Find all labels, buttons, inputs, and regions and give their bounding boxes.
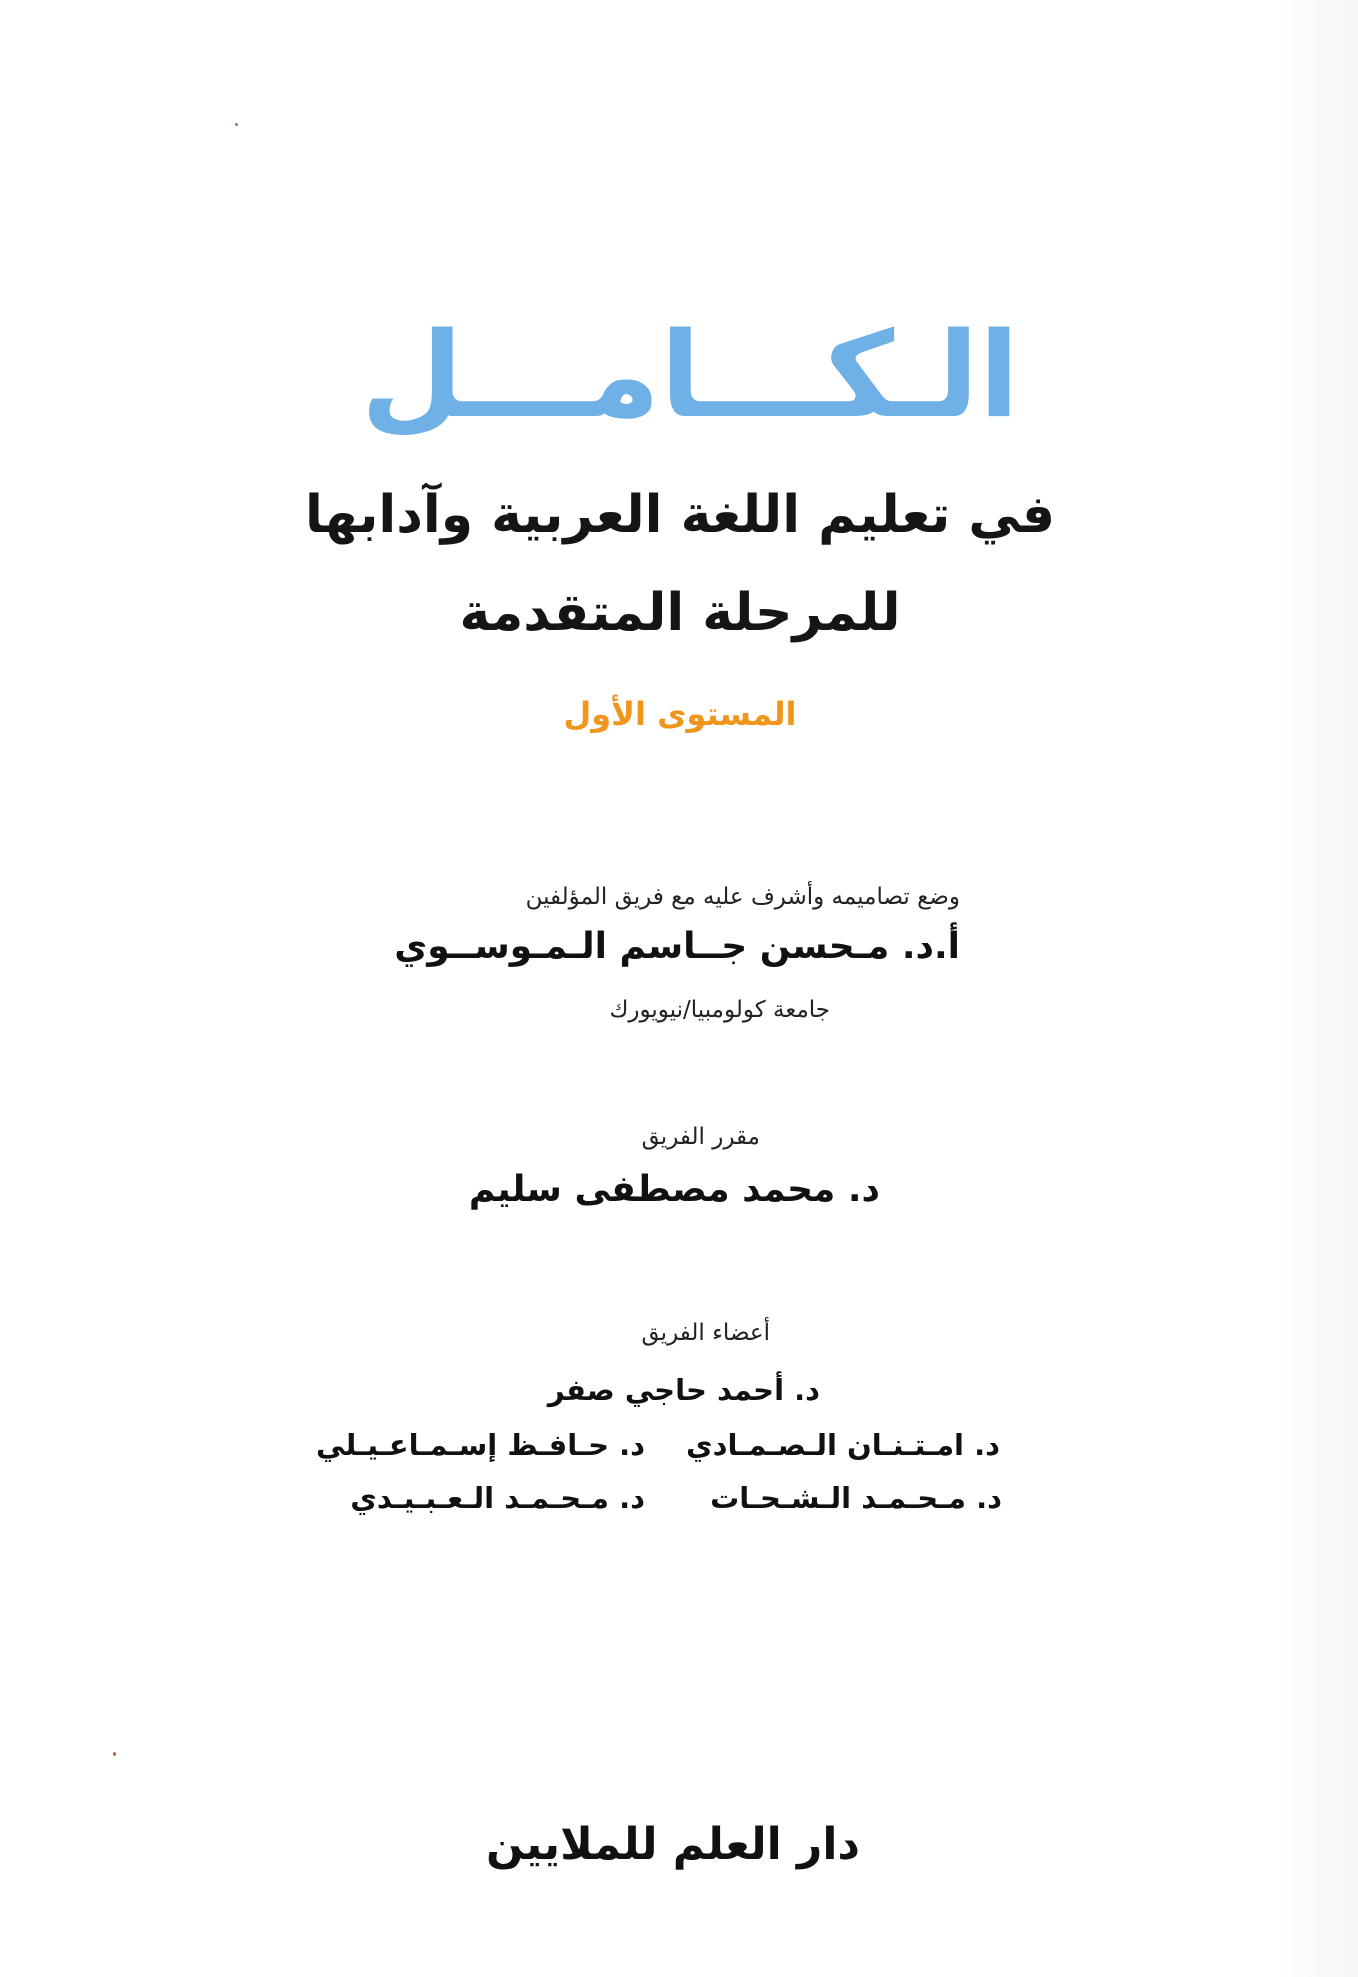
rapporteur-name: د. محمد مصطفى سليم (468, 1169, 880, 1210)
paper-speck (235, 123, 238, 126)
designer-name: أ.د. مـحسن جــاسم الـمـوســوي (394, 926, 960, 967)
rapporteur-label: مقرر الفريق (641, 1124, 760, 1150)
member-name: د. حـافـظ إسـمـاعـيـلي (315, 1428, 645, 1462)
book-subtitle-line-2: للمرحلة المتقدمة (459, 583, 901, 643)
paper-speck (113, 1752, 116, 1756)
publisher-logo: دار العلم للملايين (486, 1819, 860, 1870)
book-title: الـكـــامـــل (360, 306, 1020, 444)
members-label: أعضاء الفريق (641, 1320, 770, 1346)
designer-label: وضع تصاميمه وأشرف عليه مع فريق المؤلفين (525, 884, 960, 910)
designer-affiliation: جامعة كولومبيا/نيويورك (609, 997, 830, 1023)
member-name: د. مـحـمـد الـشـحـات (710, 1481, 1002, 1515)
member-name: د. مـحـمـد الـعـبـيـدي (350, 1481, 645, 1515)
member-name: د. أحمد حاجي صفر (547, 1373, 820, 1407)
book-subtitle-line-1: في تعليم اللغة العربية وآدابها (304, 485, 1055, 545)
member-name: د. امـتـنـان الـصـمـادي (686, 1428, 1000, 1462)
level-label: المستوى الأول (563, 695, 797, 733)
